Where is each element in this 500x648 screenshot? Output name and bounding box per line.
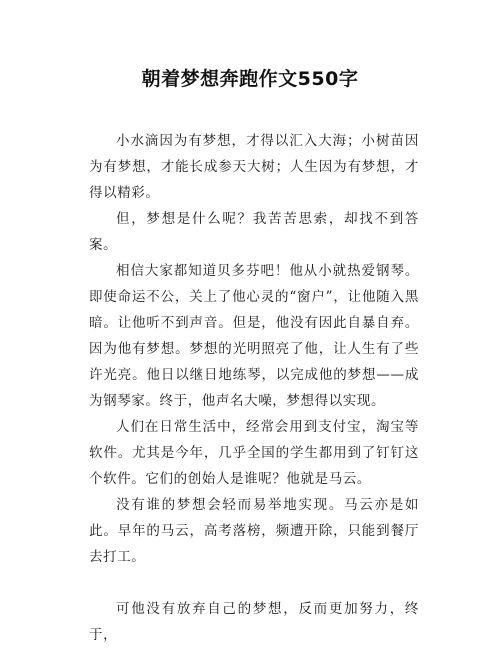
paragraph: 可他没有放弃自己的梦想，反而更加努力，终于， (89, 601, 419, 643)
document-body (89, 128, 419, 648)
paragraph: 但，梦想是什么呢？我苦苦思索，却找不到答案。 (89, 211, 419, 253)
paragraph: 小水滴因为有梦想，才得以汇入大海；小树苗因为有梦想，才能长成参天大树；人生因为有梦想，才得以精彩。 (89, 133, 419, 201)
document-title: 朝着梦想奔跑作文550字 (141, 68, 359, 90)
paragraph-spacer (89, 570, 419, 596)
paragraph: 相信大家都知道贝多芬吧！他从小就热爱钢琴。即使命运不公，关上了他心灵的“窗户”，让他随入黑暗。让他听不到声音。但是，他没有因此自暴自弃。因为他有梦想。梦想的光明照亮了他，让人生有了些许光亮。他日以继日地练琴，以完成他的梦想——成为钢琴家。终于，他声名大噪，梦想得以实现。 (89, 263, 419, 409)
paragraph: 没有谁的梦想会轻而易举地实现。马云亦是如此。早年的马云，高考落榜，频遭开除，只能到餐厅去打工。 (89, 497, 419, 565)
paragraph: 人们在日常生活中，经常会用到支付宝，淘宝等软件。尤其是今年，几乎全国的学生都用到了钉钉这个软件。它们的创始人是谁呢？他就是马云。 (89, 419, 419, 487)
